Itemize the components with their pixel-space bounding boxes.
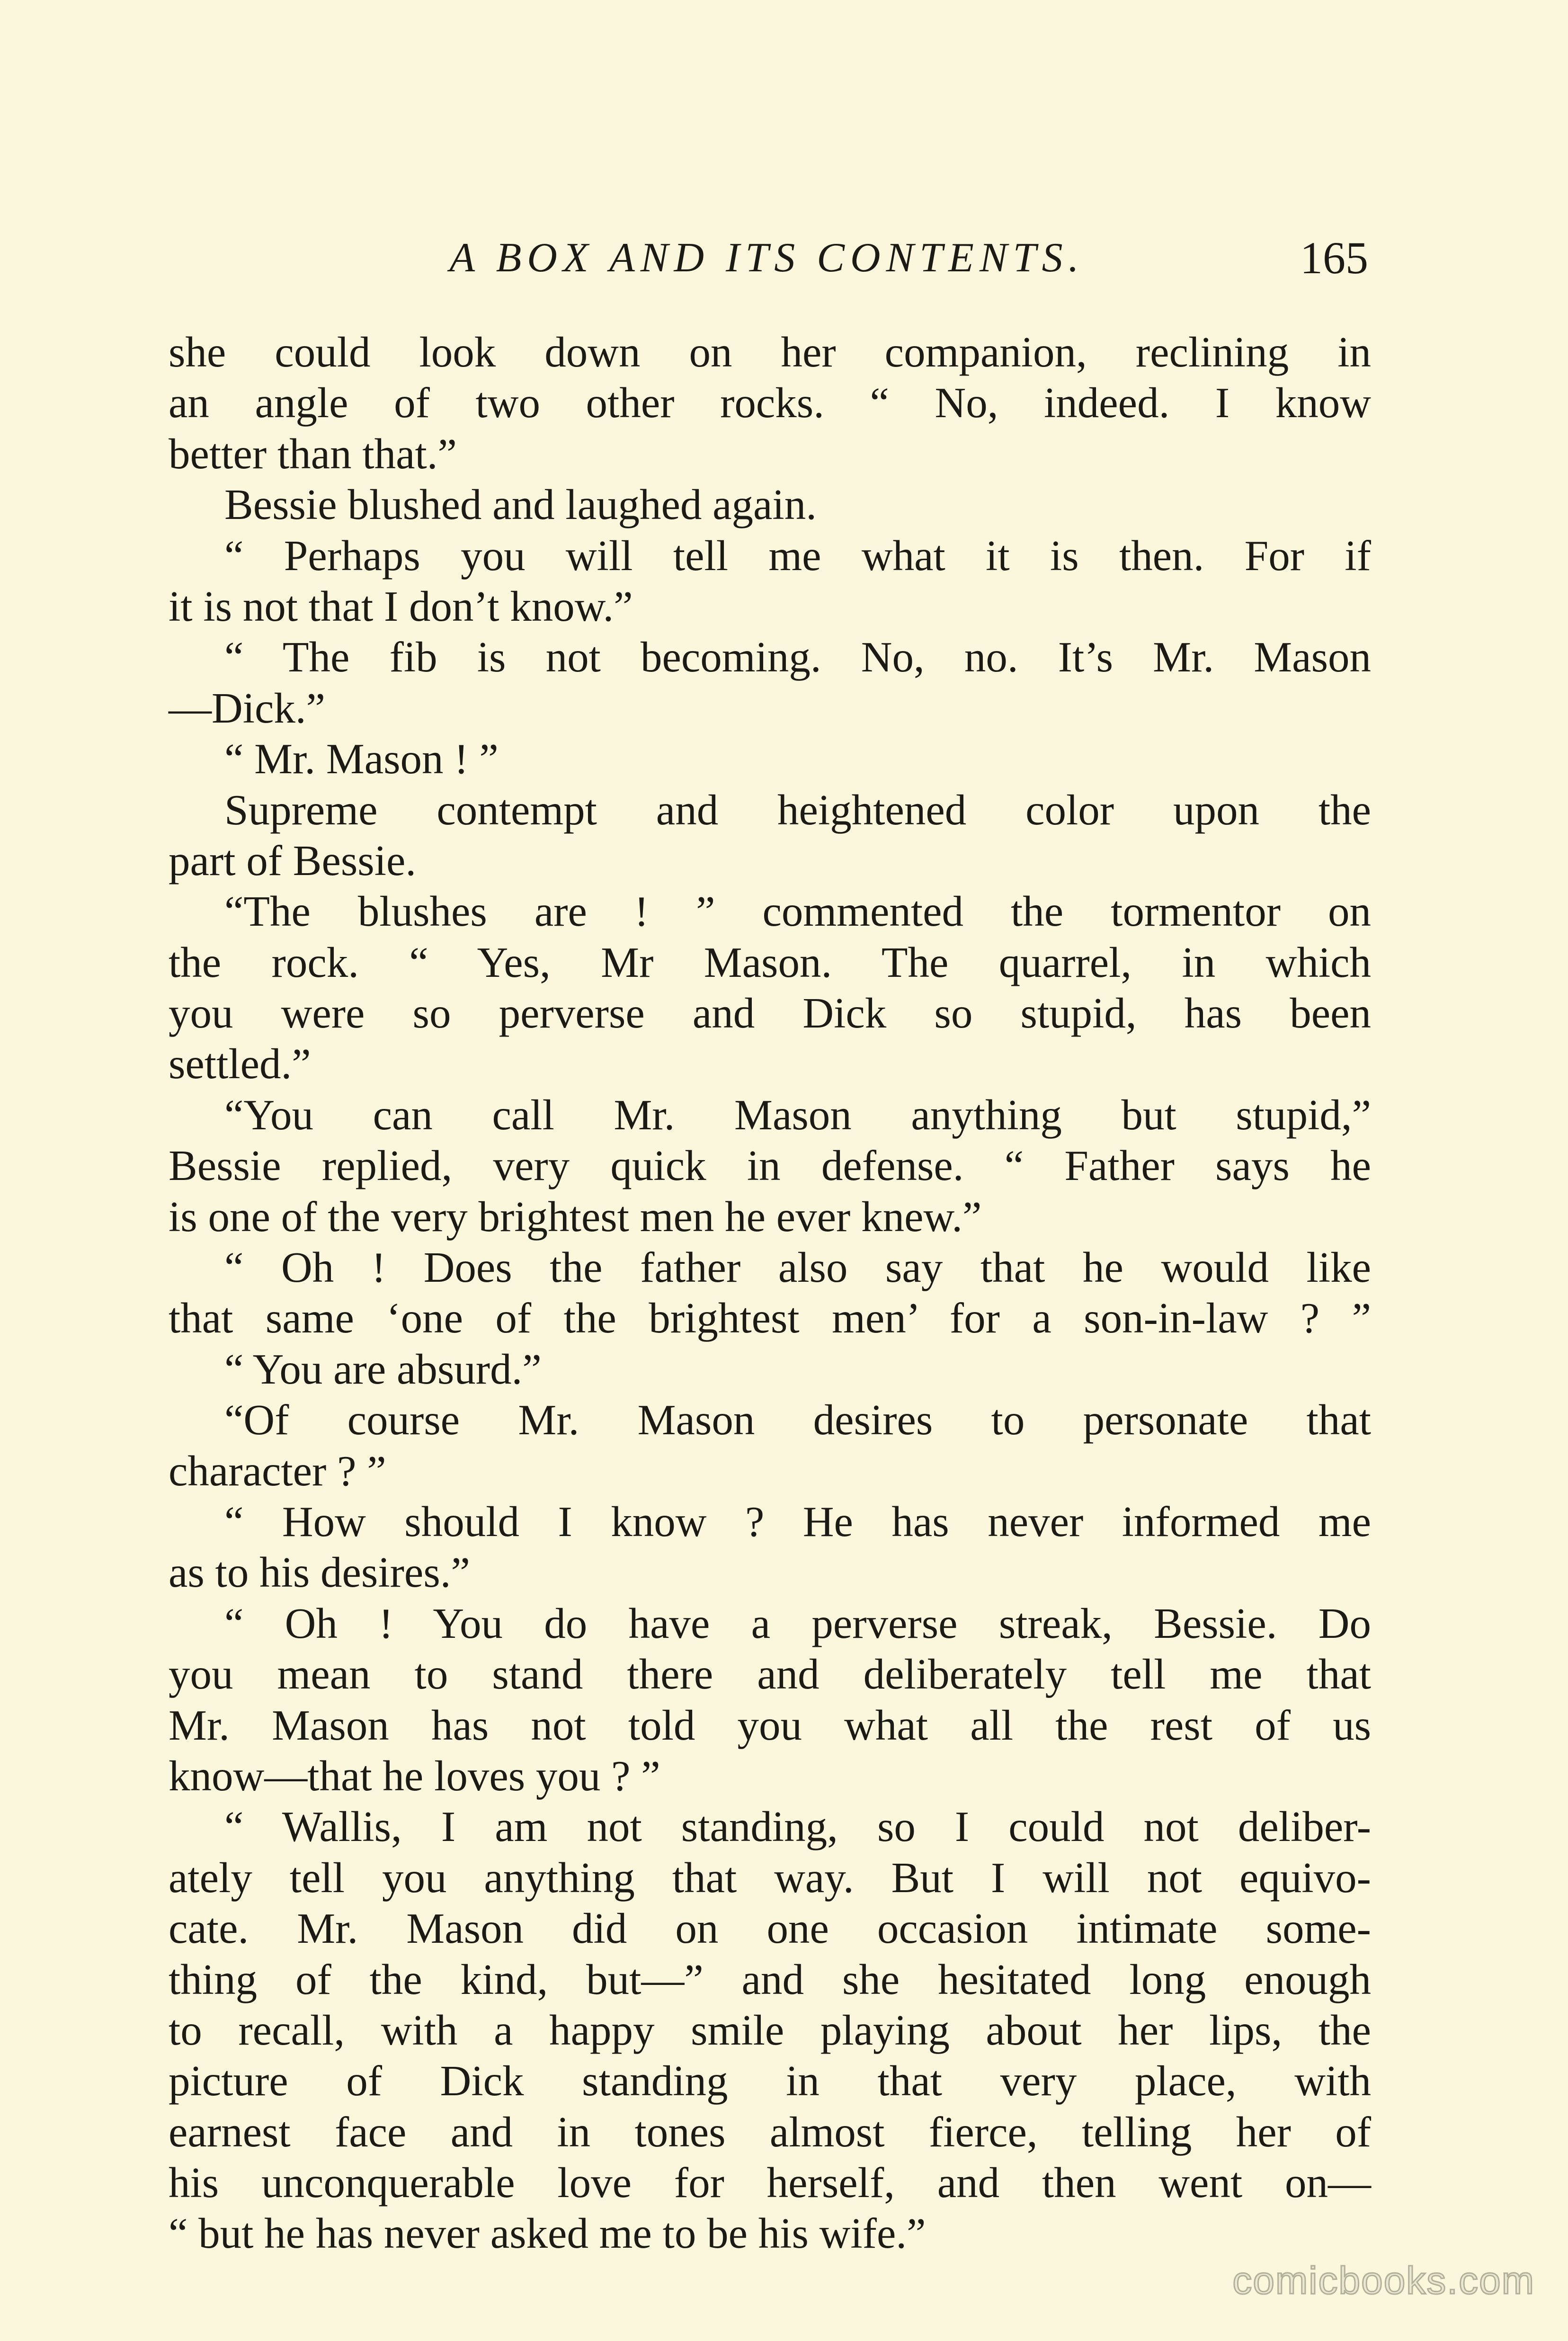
text-line: “The blushes are ! ” commented the tormentor on	[224, 887, 1371, 936]
text-line: his unconquerable love for herself, and then went on—	[169, 2159, 1371, 2207]
text-line: to recall, with a happy smile playing about her lips, the	[169, 2006, 1371, 2054]
text-line: Bessie blushed and laughed again.	[224, 481, 817, 529]
text-line: cate. Mr. Mason did on one occasion intimate some-	[169, 1904, 1371, 1953]
text-line: picture of Dick standing in that very place, with	[169, 2057, 1371, 2105]
text-line: Mr. Mason has not told you what all the rest of us	[169, 1701, 1371, 1749]
text-line: “ Mr. Mason ! ”	[224, 735, 499, 783]
text-line: “You can call Mr. Mason anything but stupid,”	[224, 1090, 1371, 1139]
text-line: “ Perhaps you will tell me what it is then. For if	[224, 531, 1371, 580]
text-line: “ but he has never asked me to be his wife.”	[169, 2209, 926, 2258]
text-line: as to his desires.”	[169, 1548, 470, 1597]
text-line: “ Oh ! You do have a perverse streak, Bessie. Do	[224, 1599, 1371, 1647]
text-line: an angle of two other rocks. “ No, indeed. I know	[169, 379, 1371, 427]
text-line: you mean to stand there and deliberately tell me that	[169, 1650, 1371, 1698]
text-line: character ? ”	[169, 1447, 386, 1495]
text-line: is one of the very brightest men he ever knew.”	[169, 1192, 982, 1241]
body-text	[169, 327, 1371, 2259]
text-line: “ Oh ! Does the father also say that he would like	[224, 1243, 1371, 1292]
text-line: it is not that I don’t know.”	[169, 582, 633, 630]
text-line: —Dick.”	[169, 684, 326, 732]
text-line: “ The fib is not becoming. No, no. It’s Mr. Mason	[224, 633, 1371, 681]
text-line: Bessie replied, very quick in defense. “ Father says he	[169, 1142, 1371, 1190]
running-head	[166, 223, 1368, 294]
text-line: better than that.”	[169, 429, 457, 478]
page-number: 165	[1300, 232, 1368, 283]
text-line: “ How should I know ? He has never informed me	[224, 1497, 1371, 1546]
text-line: earnest face and in tones almost fierce, telling her of	[169, 2108, 1371, 2156]
text-line: ately tell you anything that way. But I will not equivo-	[169, 1853, 1371, 1902]
text-line: know—that he loves you ? ”	[169, 1751, 660, 1800]
text-line: “Of course Mr. Mason desires to personate that	[224, 1396, 1371, 1444]
text-line: she could look down on her companion, reclining in	[169, 328, 1371, 376]
running-title: A BOX AND ITS CONTENTS.	[449, 235, 1085, 281]
text-line: “ You are absurd.”	[224, 1345, 542, 1393]
text-line: settled.”	[169, 1040, 311, 1088]
watermark: comicbooks.com	[1232, 2259, 1535, 2302]
text-line: Supreme contempt and heightened color upon the	[224, 786, 1371, 834]
text-line: “ Wallis, I am not standing, so I could not deliber-	[224, 1803, 1371, 1851]
text-line: you were so perverse and Dick so stupid, has been	[169, 989, 1371, 1037]
text-line: part of Bessie.	[169, 836, 417, 885]
text-line: that same ‘one of the brightest men’ for a son-in-law ? ”	[169, 1294, 1371, 1342]
text-line: the rock. “ Yes, Mr Mason. The quarrel, in which	[169, 938, 1371, 986]
text-line: thing of the kind, but—” and she hesitated long enough	[169, 1955, 1371, 2003]
